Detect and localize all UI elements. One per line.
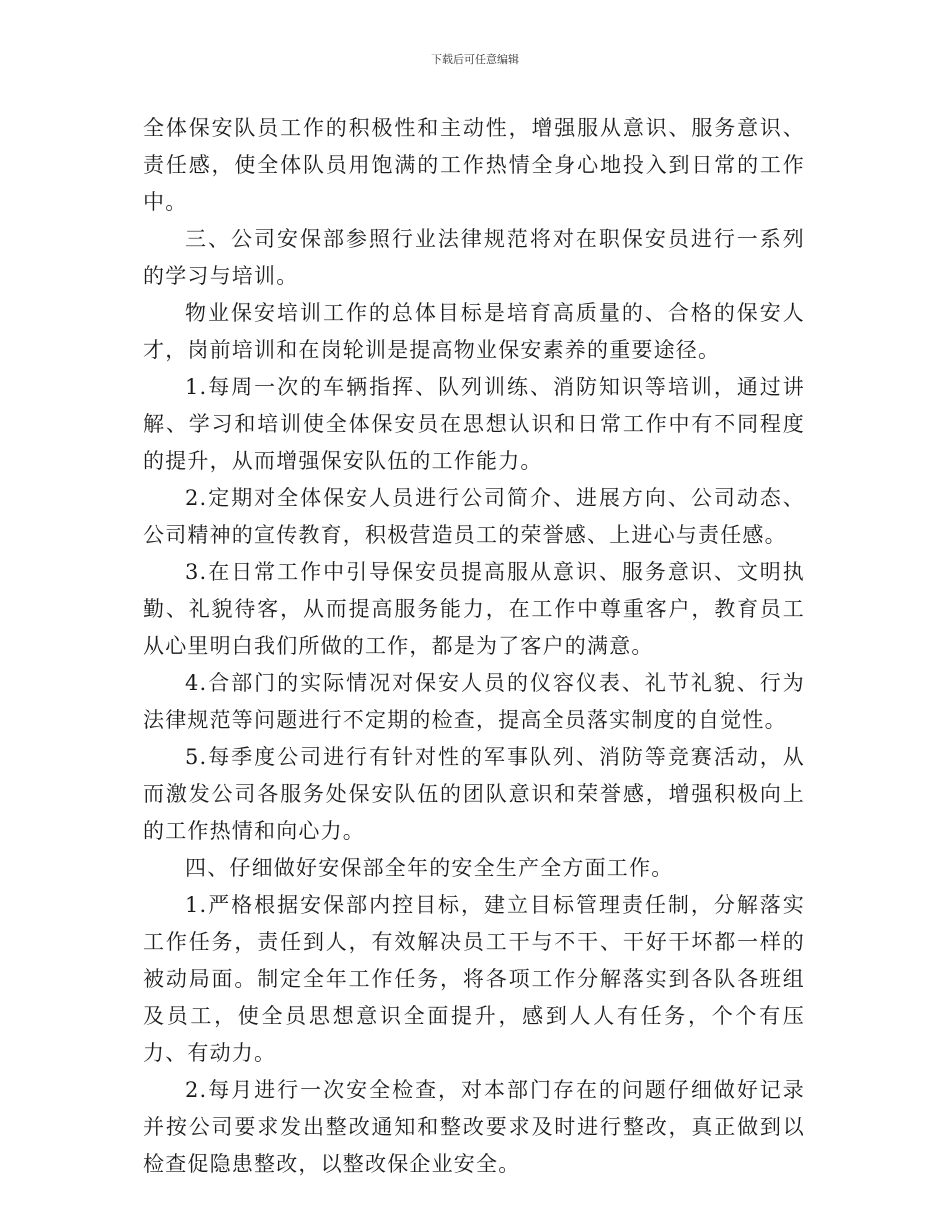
paragraph-training-goal: 物业保安培训工作的总体目标是培育高质量的、合格的保安人才，岗前培训和在岗轮训是提高物业保安素养的重要途径。 xyxy=(143,301,805,362)
paragraph-item-1: 1.每周一次的车辆指挥、队列训练、消防知识等培训，通过讲解、学习和培训使全体保安员在思想认识和日常工作中有不同程度的提升，从而增强保安队伍的工作能力。 xyxy=(143,375,805,473)
paragraph-item-5: 5.每季度公司进行有针对性的军事队列、消防等竞赛活动，从而激发公司各服务处保安队伍的团队意识和荣誉感，增强积极向上的工作热情和向心力。 xyxy=(143,745,805,843)
paragraph-item-4: 4.合部门的实际情况对保安人员的仪容仪表、礼节礼貌、行为法律规范等问题进行不定期的检查，提高全员落实制度的自觉性。 xyxy=(143,671,805,732)
paragraph-section-four-heading: 四、仔细做好安保部全年的安全生产全方面工作。 xyxy=(185,856,674,880)
paragraph-section-three-heading: 三、公司安保部参照行业法律规范将对在职保安员进行一系列的学习与培训。 xyxy=(143,227,805,288)
paragraph-item-2: 2.定期对全体保安人员进行公司简介、进展方向、公司动态、公司精神的宣传教育，积极营造员工的荣誉感、上进心与责任感。 xyxy=(143,486,805,547)
paragraph-section-four-item-1: 1.严格根据安保部内控目标，建立目标管理责任制，分解落实工作任务，责任到人，有效解决员工干与不干、干好干坏都一样的被动局面。制定全年工作任务，将各项工作分解落实到各队各班组及员工，使全员思想意识全面提升，感到人人有任务，个个有压力、有动力。 xyxy=(143,893,805,1065)
paragraph-item-3: 3.在日常工作中引导保安员提高服从意识、服务意识、文明执勤、礼貌待客，从而提高服务能力，在工作中尊重客户，教育员工从心里明白我们所做的工作，都是为了客户的满意。 xyxy=(143,560,805,658)
document-body xyxy=(143,110,805,1183)
page-header: 下载后可任意编辑 xyxy=(431,53,519,66)
paragraph-section-four-item-2: 2.每月进行一次安全检查，对本部门存在的问题仔细做好记录并按公司要求发出整改通知和整改要求及时进行整改，真正做到以检查促隐患整改，以整改保企业安全。 xyxy=(143,1078,805,1176)
paragraph-continuation: 全体保安队员工作的积极性和主动性，增强服从意识、服务意识、责任感，使全体队员用饱满的工作热情全身心地投入到日常的工作中。 xyxy=(143,116,805,214)
